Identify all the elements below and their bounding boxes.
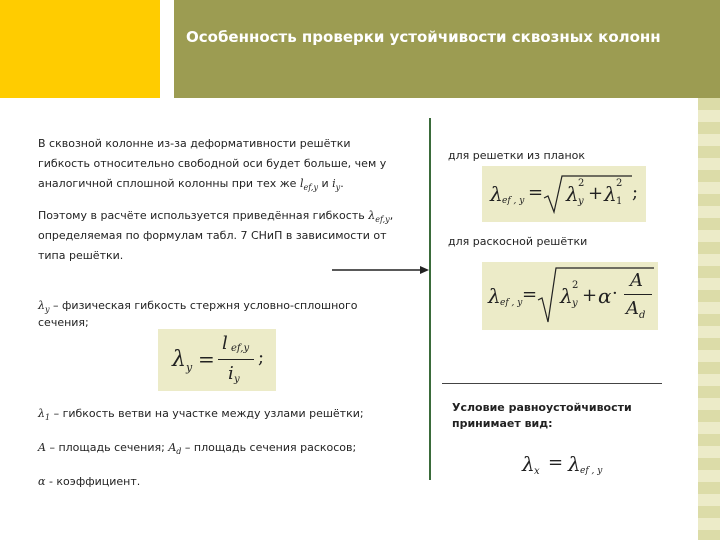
formula-diagonal: λ ef , y = λ 2 y + α · A A d bbox=[482, 262, 658, 330]
condition-line-1: Условие равноустойчивости bbox=[452, 401, 632, 414]
area-definition: A – площадь сечения; $A_d$ – площадь сечения раскосов; bbox=[38, 441, 357, 456]
alpha-definition: α - коэффициент. bbox=[38, 475, 141, 488]
lambda-y-definition-line-2: сечения; bbox=[38, 316, 89, 329]
slide-title: Особенность проверки устойчивости сквозных колонн bbox=[186, 28, 661, 46]
formula-equal-stability: λ x = λ ef , y bbox=[522, 452, 603, 477]
paragraph-1-line-2: гибкость относительно свободной оси будет больше, чем у bbox=[38, 157, 387, 170]
paragraph-1-line-3: аналогичной сплошной колонны при тех же $l_{ef,y}$ и $i_y$. bbox=[38, 177, 344, 192]
lambda-1-definition: $\lambda_1$ – гибкость ветви на участке между узлами решётки; bbox=[38, 407, 364, 422]
condition-line-2: принимает вид: bbox=[452, 417, 553, 430]
paragraph-2-line-3: типа решётки. bbox=[38, 249, 124, 262]
paragraph-2-line-1: Поэтому в расчёте используется приведённая гибкость $\lambda_{ef,y}$, bbox=[38, 209, 394, 224]
sqrt-sign-1 bbox=[482, 166, 646, 222]
formula-lambda-y: λ y = l ef,y i y ; bbox=[158, 329, 276, 391]
paragraph-2-line-2: определяемая по формулам табл. 7 СНиП в зависимости от bbox=[38, 229, 387, 242]
right-separator bbox=[442, 383, 662, 384]
paragraph-1-line-1: В сквозной колонне из-за деформативности решётки bbox=[38, 137, 351, 150]
column-divider bbox=[429, 118, 431, 480]
formula-batten: λ ef , y = λ 2 y + λ 2 1 ; bbox=[482, 166, 646, 222]
arrow-head-icon bbox=[420, 266, 429, 274]
label-diagonal-lattice: для раскосной решётки bbox=[448, 235, 588, 248]
lambda-y-definition: $\lambda_y$ – физическая гибкость стержня условно-сплошного bbox=[38, 299, 358, 314]
label-batten-lattice: для решетки из планок bbox=[448, 149, 586, 162]
